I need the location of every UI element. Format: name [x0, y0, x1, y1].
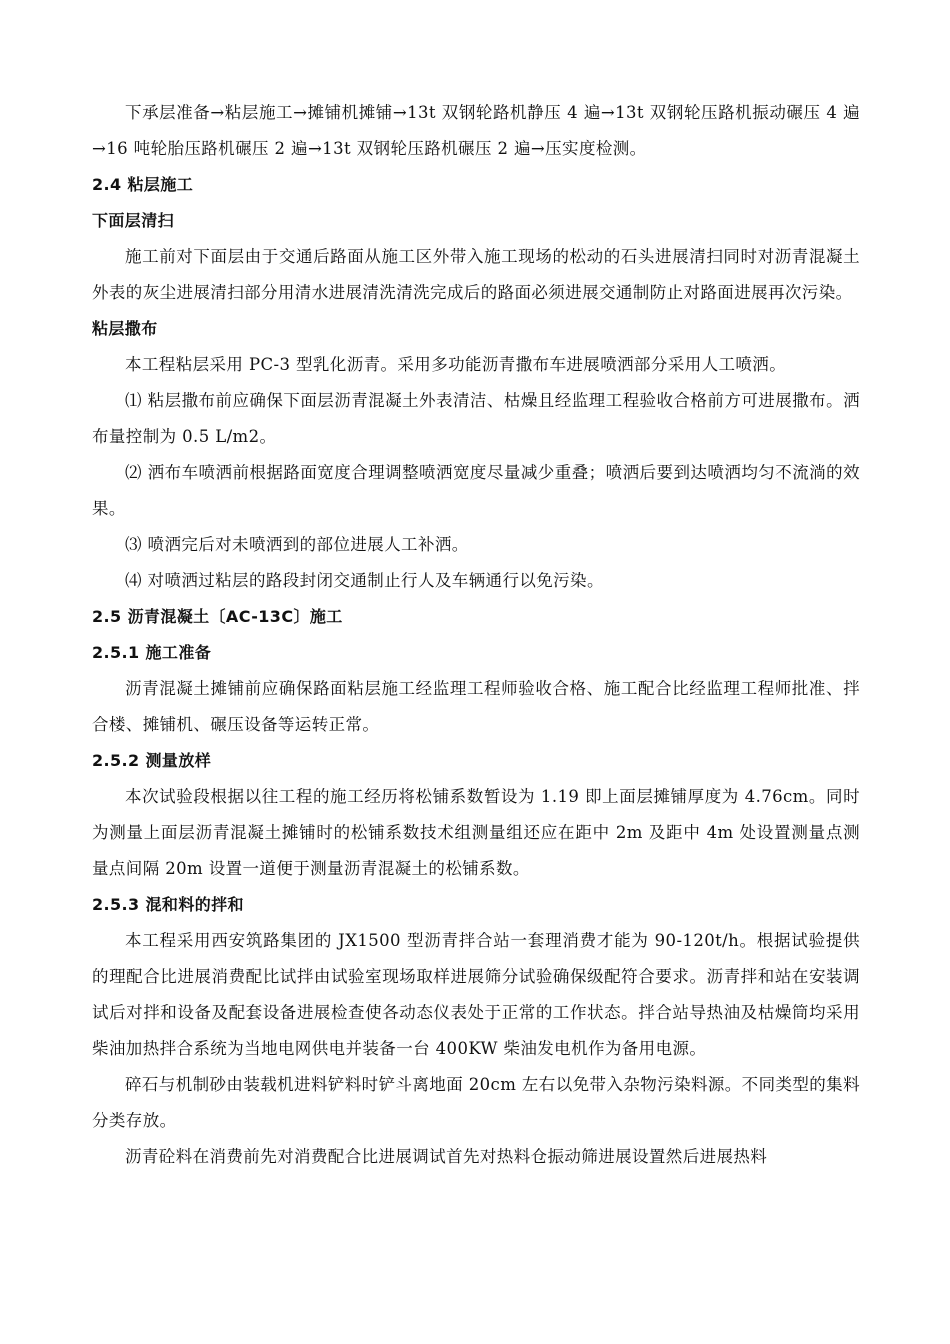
paragraph-survey: 本次试验段根据以往工程的施工经历将松铺系数暂设为 1.19 即上面层摊铺厚度为 4.76cm。同时为测量上面层沥青混凝土摊铺时的松铺系数技术组测量组还应在距中 2m 及距中 4m 处设置测量点测量点间隔 20m 设置一道便于测量沥青混凝土的松铺系数。 [92, 787, 860, 878]
paragraph-preparation: 沥青混凝土摊铺前应确保路面粘层施工经监理工程师验收合格、施工配合比经监理工程师批准、拌合楼、摊铺机、碾压设备等运转正常。 [92, 679, 860, 734]
list-item-2: ⑵ 洒布车喷洒前根据路面宽度合理调整喷洒宽度尽量减少重叠；喷洒后要到达喷洒均匀不流淌的效果。 [92, 463, 860, 518]
list-item-4: ⑷ 对喷洒过粘层的路段封闭交通制止行人及车辆通行以免污染。 [125, 571, 604, 590]
heading-2-5-3-mixing: 2.5.3 混和料的拌和 [92, 895, 244, 914]
paragraph-production-trial: 沥青砼料在消费前先对消费配合比进展调试首先对热料仓振动筛进展设置然后进展热料 [125, 1147, 768, 1166]
heading-2-5-1-preparation: 2.5.1 施工准备 [92, 643, 212, 662]
heading-2-4-tack-coat: 2.4 粘层施工 [92, 175, 194, 194]
list-item-3: ⑶ 喷洒完后对未喷洒到的部位进展人工补洒。 [125, 535, 469, 554]
heading-2-5-asphalt-concrete: 2.5 沥青混凝土〔AC-13C〕施工 [92, 607, 343, 626]
paragraph-cleaning: 施工前对下面层由于交通后路面从施工区外带入施工现场的松动的石头进展清扫同时对沥青混凝土外表的灰尘进展清扫部分用清水进展清洗清洗完成后的路面必须进展交通制防止对路面进展再次污染。 [92, 247, 860, 302]
list-item-1: ⑴ 粘层撒布前应确保下面层沥青混凝土外表清洁、枯燥且经监理工程验收合格前方可进展撒布。洒布量控制为 0.5 L/m2。 [92, 391, 860, 446]
heading-tack-coat-spraying: 粘层撒布 [92, 319, 158, 338]
paragraph-mixing-plant: 本工程采用西安筑路集团的 JX1500 型沥青拌合站一套理消费才能为 90-120t/h。根据试验提供的理配合比进展消费配比试拌由试验室现场取样进展筛分试验确保级配符合要求。沥青拌和站在安装调试后对拌和设备及配套设备进展检查使各动态仪表处于正常的工作状态。拌合站导热油及枯燥筒均采用柴油加热拌合系统为当地电网供电并装备一台 400KW 柴油发电机作为备用电源。 [92, 931, 860, 1058]
document-body [92, 95, 860, 1175]
heading-lower-layer-cleaning: 下面层清扫 [92, 211, 175, 230]
heading-2-5-2-survey: 2.5.2 测量放样 [92, 751, 212, 770]
paragraph-aggregate: 碎石与机制砂由装载机进料铲料时铲斗离地面 20cm 左右以免带入杂物污染料源。不同类型的集料分类存放。 [92, 1075, 860, 1130]
paragraph-emulsified-asphalt: 本工程粘层采用 PC-3 型乳化沥青。采用多功能沥青撒布车进展喷洒部分采用人工喷洒。 [125, 355, 787, 374]
paragraph-process-flow: 下承层准备→粘层施工→摊铺机摊铺→13t 双钢轮路机静压 4 遍→13t 双钢轮压路机振动碾压 4 遍→16 吨轮胎压路机碾压 2 遍→13t 双钢轮压路机碾压 2 遍→压实度检测。 [92, 103, 860, 158]
